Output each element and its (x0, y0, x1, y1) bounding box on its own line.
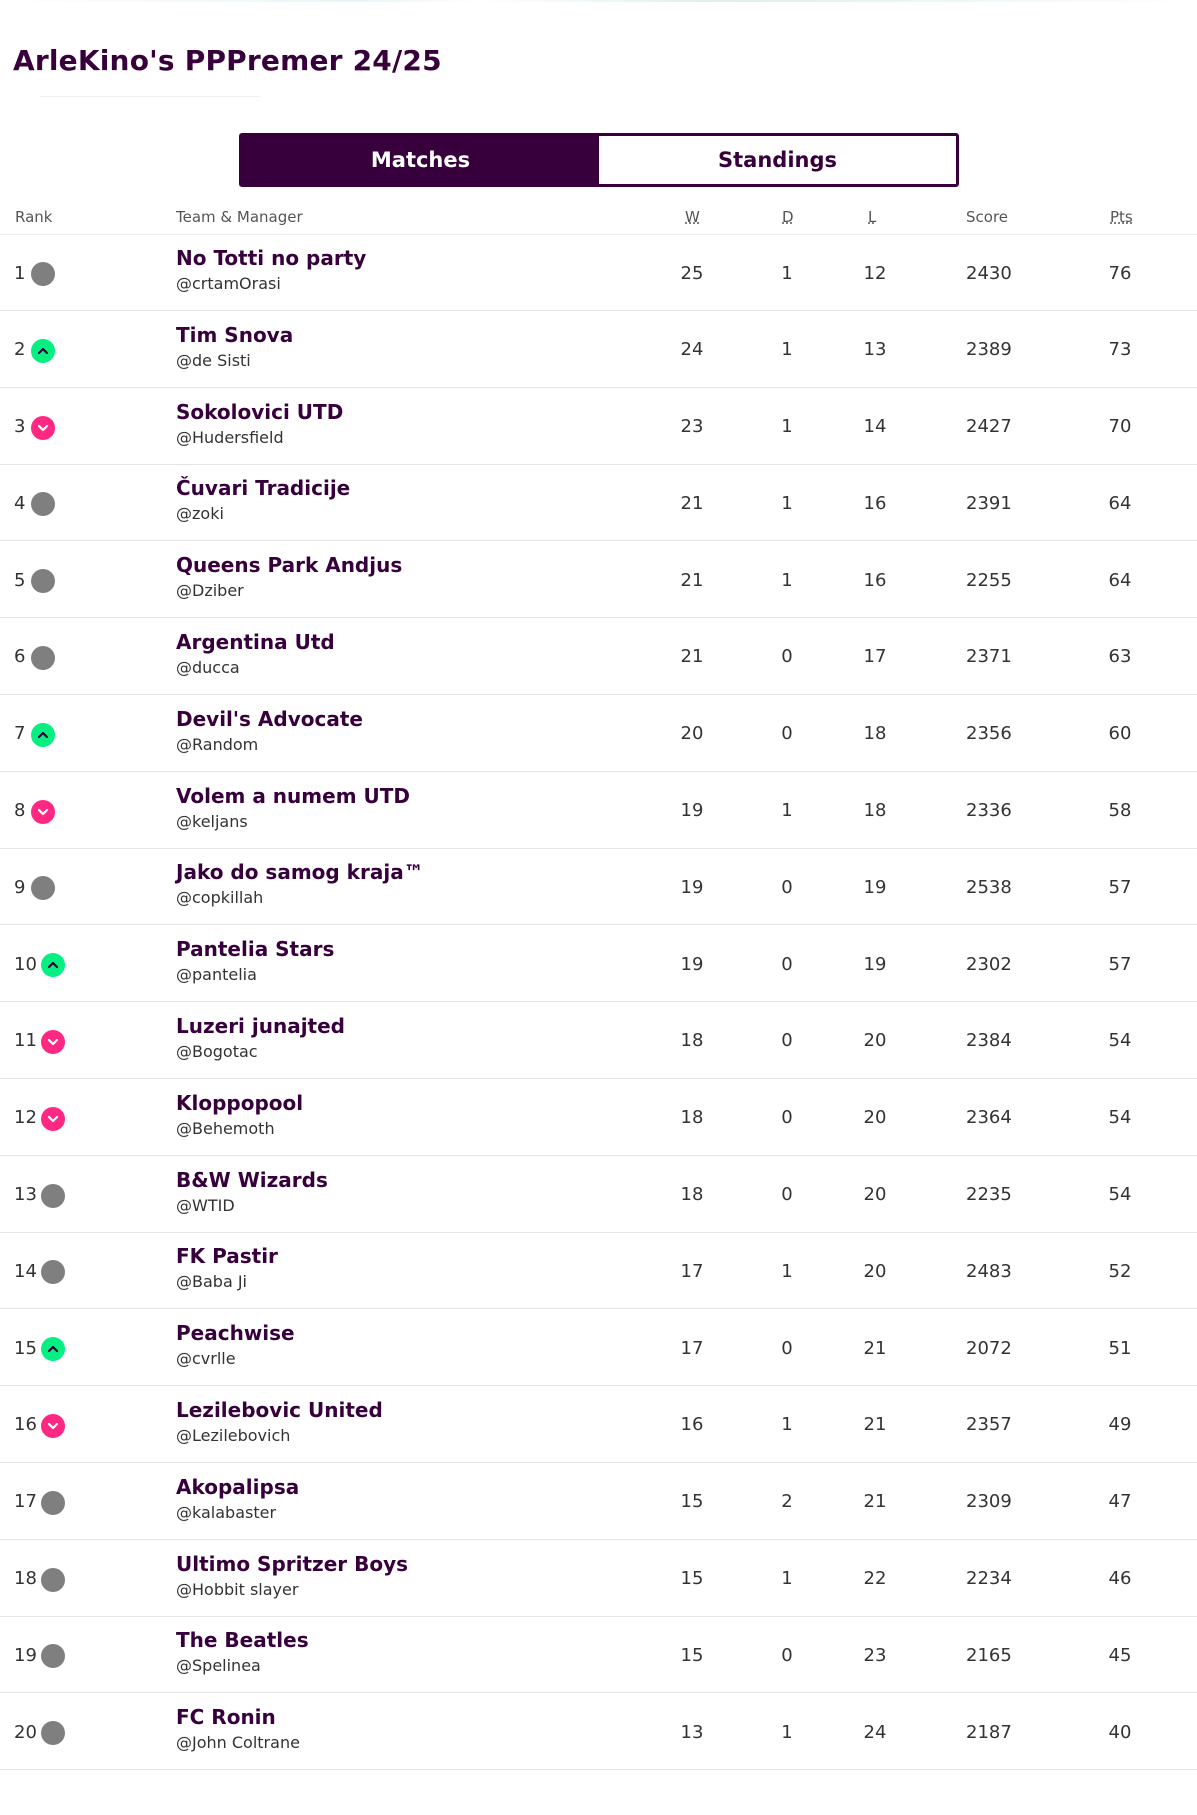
score-value: 2389 (966, 339, 1012, 361)
manager-name: @de Sisti (176, 350, 251, 370)
team-manager-cell (176, 1704, 626, 1753)
draws-value: 0 (781, 953, 793, 975)
table-row[interactable] (0, 1617, 1197, 1693)
score-value: 2234 (966, 1568, 1012, 1590)
chevron-up-icon (31, 339, 55, 363)
points-value: 49 (1108, 1414, 1132, 1436)
draws-value: 1 (781, 492, 793, 514)
manager-name: @John Coltrane (176, 1733, 300, 1753)
losses-value: 18 (863, 800, 887, 822)
wins-value: 15 (680, 1644, 704, 1666)
rank-number: 1 (14, 262, 26, 284)
rank-number: 4 (14, 492, 26, 514)
manager-name: @Baba Ji (176, 1272, 247, 1292)
manager-name: @zoki (176, 504, 224, 524)
no-change-dot-icon (41, 1644, 65, 1668)
team-manager-cell (176, 1090, 626, 1139)
rank-number: 18 (14, 1568, 37, 1590)
table-row[interactable] (0, 619, 1197, 695)
manager-name: @copkillah (176, 888, 264, 908)
points-value: 58 (1108, 800, 1132, 822)
points-value: 54 (1108, 1184, 1132, 1206)
team-manager-cell (176, 552, 626, 601)
team-manager-cell (176, 783, 626, 832)
manager-name: @pantelia (176, 965, 257, 985)
team-manager-cell (176, 706, 626, 755)
draws-value: 0 (781, 1644, 793, 1666)
team-name-link[interactable]: Volem a numem UTD (176, 783, 410, 808)
no-change-dot-icon (41, 1184, 65, 1208)
wins-value: 19 (680, 800, 704, 822)
points-value: 60 (1108, 723, 1132, 745)
score-value: 2371 (966, 646, 1012, 668)
rank-number: 15 (14, 1337, 37, 1359)
manager-name: @Lezilebovich (176, 1425, 291, 1445)
team-name-link[interactable]: Devil's Advocate (176, 706, 363, 731)
rank-number: 6 (14, 646, 26, 668)
wins-value: 18 (680, 1107, 704, 1129)
wins-value: 16 (680, 1414, 704, 1436)
team-name-link[interactable]: FC Ronin (176, 1705, 276, 1730)
header-rank: Rank (15, 208, 53, 226)
table-row[interactable] (0, 1080, 1197, 1156)
title-divider (40, 96, 260, 97)
no-change-dot-icon (41, 1568, 65, 1592)
team-manager-cell (176, 245, 626, 294)
header-draws: D (782, 208, 794, 226)
team-name-link[interactable]: Peachwise (176, 1321, 295, 1346)
rank-number: 7 (14, 723, 26, 745)
draws-value: 0 (781, 723, 793, 745)
draws-value: 1 (781, 1721, 793, 1743)
wins-value: 21 (680, 646, 704, 668)
team-manager-cell (176, 399, 626, 448)
wins-value: 19 (680, 876, 704, 898)
losses-value: 13 (863, 339, 887, 361)
header-losses: L (868, 208, 877, 226)
no-change-dot-icon (31, 646, 55, 670)
team-name-link[interactable]: Jako do samog kraja™ (176, 860, 424, 885)
wins-value: 18 (680, 1184, 704, 1206)
points-value: 54 (1108, 1107, 1132, 1129)
losses-value: 16 (863, 569, 887, 591)
manager-name: @WTID (176, 1195, 235, 1215)
table-row[interactable] (0, 773, 1197, 849)
score-value: 2538 (966, 876, 1012, 898)
score-value: 2427 (966, 416, 1012, 438)
wins-value: 24 (680, 339, 704, 361)
manager-name: @cvrlle (176, 1349, 236, 1369)
rank-number: 10 (14, 953, 37, 975)
team-manager-cell (176, 859, 626, 908)
rank-number: 11 (14, 1030, 37, 1052)
team-manager-cell (176, 629, 626, 678)
header-score: Score (966, 208, 1009, 226)
score-value: 2391 (966, 492, 1012, 514)
wins-value: 21 (680, 492, 704, 514)
points-value: 76 (1108, 262, 1132, 284)
team-name-link[interactable]: Pantelia Stars (176, 937, 335, 962)
team-name-link[interactable]: Čuvari Tradicije (176, 476, 351, 501)
rank-number: 14 (14, 1260, 37, 1282)
score-value: 2302 (966, 953, 1012, 975)
score-value: 2336 (966, 800, 1012, 822)
draws-value: 0 (781, 646, 793, 668)
wins-value: 21 (680, 569, 704, 591)
table-row[interactable] (0, 849, 1197, 925)
team-name-link[interactable]: Sokolovici UTD (176, 399, 344, 424)
team-manager-cell (176, 1551, 626, 1600)
points-value: 47 (1108, 1491, 1132, 1513)
manager-name: @ducca (176, 657, 240, 677)
manager-name: @Spelinea (176, 1656, 261, 1676)
team-name-link[interactable]: B&W Wizards (176, 1167, 328, 1192)
rank-number: 5 (14, 569, 26, 591)
page-title: ArleKino's PPPremer 24/25 (13, 44, 442, 77)
team-name-link[interactable]: No Totti no party (176, 246, 367, 270)
losses-value: 20 (863, 1030, 887, 1052)
losses-value: 20 (863, 1107, 887, 1129)
no-change-dot-icon (31, 492, 55, 516)
manager-name: @Random (176, 734, 259, 754)
chevron-down-icon (41, 1107, 65, 1131)
team-name-link[interactable]: Argentina Utd (176, 629, 335, 654)
manager-name: @Behemoth (176, 1118, 275, 1138)
table-row[interactable] (0, 542, 1197, 618)
table-row[interactable] (0, 235, 1197, 311)
rank-number: 9 (14, 876, 26, 898)
chevron-down-icon (31, 416, 55, 440)
chevron-down-icon (41, 1414, 65, 1438)
standings-table-body (0, 235, 1197, 1771)
wins-value: 19 (680, 953, 704, 975)
wins-value: 25 (680, 262, 704, 284)
table-row[interactable] (0, 1310, 1197, 1386)
chevron-down-icon (31, 800, 55, 824)
points-value: 57 (1108, 876, 1132, 898)
manager-name: @Hudersfield (176, 427, 284, 447)
team-name-link[interactable]: Akopalipsa (176, 1474, 300, 1499)
draws-value: 1 (781, 1260, 793, 1282)
score-value: 2364 (966, 1107, 1012, 1129)
team-manager-cell (176, 1474, 626, 1523)
table-row[interactable] (0, 696, 1197, 772)
losses-value: 21 (863, 1337, 887, 1359)
chevron-up-icon (31, 723, 55, 747)
chevron-down-icon (41, 1030, 65, 1054)
team-name-link[interactable]: Luzeri junajted (176, 1013, 345, 1038)
team-manager-cell (176, 1243, 626, 1292)
wins-value: 15 (680, 1491, 704, 1513)
rank-number: 8 (14, 800, 26, 822)
score-value: 2483 (966, 1260, 1012, 1282)
points-value: 46 (1108, 1568, 1132, 1590)
wins-value: 15 (680, 1568, 704, 1590)
losses-value: 14 (863, 416, 887, 438)
points-value: 45 (1108, 1644, 1132, 1666)
points-value: 70 (1108, 416, 1132, 438)
team-manager-cell (176, 1627, 626, 1676)
score-value: 2165 (966, 1644, 1012, 1666)
wins-value: 17 (680, 1337, 704, 1359)
rank-number: 16 (14, 1414, 37, 1436)
draws-value: 1 (781, 569, 793, 591)
no-change-dot-icon (41, 1721, 65, 1745)
losses-value: 22 (863, 1568, 887, 1590)
table-row[interactable] (0, 1694, 1197, 1770)
points-value: 73 (1108, 339, 1132, 361)
header-team-manager: Team & Manager (176, 208, 303, 226)
standings-table-header (0, 204, 1197, 235)
points-value: 40 (1108, 1721, 1132, 1743)
rank-number: 2 (14, 339, 26, 361)
losses-value: 21 (863, 1491, 887, 1513)
points-value: 54 (1108, 1030, 1132, 1052)
manager-name: @keljans (176, 811, 248, 831)
team-name-link[interactable]: Queens Park Andjus (176, 553, 403, 578)
draws-value: 1 (781, 1568, 793, 1590)
losses-value: 12 (863, 262, 887, 284)
manager-name: @Dziber (176, 581, 244, 601)
team-name-link[interactable]: Lezilebovic United (176, 1397, 383, 1422)
draws-value: 0 (781, 1184, 793, 1206)
losses-value: 19 (863, 953, 887, 975)
rank-number: 3 (14, 416, 26, 438)
no-change-dot-icon (41, 1260, 65, 1284)
score-value: 2309 (966, 1491, 1012, 1513)
score-value: 2235 (966, 1184, 1012, 1206)
chevron-up-icon (41, 953, 65, 977)
rank-number: 19 (14, 1644, 37, 1666)
table-row[interactable] (0, 312, 1197, 388)
team-name-link[interactable]: Kloppopool (176, 1090, 304, 1115)
no-change-dot-icon (31, 262, 55, 286)
manager-name: @Hobbit slayer (176, 1579, 299, 1599)
table-row[interactable] (0, 926, 1197, 1002)
rank-number: 12 (14, 1107, 37, 1129)
score-value: 2072 (966, 1337, 1012, 1359)
points-value: 52 (1108, 1260, 1132, 1282)
team-manager-cell (176, 475, 626, 524)
wins-value: 20 (680, 723, 704, 745)
losses-value: 23 (863, 1644, 887, 1666)
score-value: 2430 (966, 262, 1012, 284)
score-value: 2357 (966, 1414, 1012, 1436)
points-value: 63 (1108, 646, 1132, 668)
header-points: Pts (1110, 208, 1133, 226)
rank-number: 20 (14, 1721, 37, 1743)
table-row[interactable] (0, 1387, 1197, 1463)
header-wins: W (685, 208, 700, 226)
tab-matches[interactable]: Matches (242, 136, 599, 184)
no-change-dot-icon (31, 876, 55, 900)
draws-value: 0 (781, 1337, 793, 1359)
wins-value: 18 (680, 1030, 704, 1052)
tab-standings[interactable]: Standings (599, 136, 956, 184)
table-row[interactable] (0, 465, 1197, 541)
draws-value: 1 (781, 262, 793, 284)
draws-value: 1 (781, 339, 793, 361)
team-manager-cell (176, 322, 626, 371)
losses-value: 20 (863, 1260, 887, 1282)
losses-value: 16 (863, 492, 887, 514)
wins-value: 17 (680, 1260, 704, 1282)
table-row[interactable] (0, 1464, 1197, 1540)
losses-value: 24 (863, 1721, 887, 1743)
table-row[interactable] (0, 389, 1197, 465)
draws-value: 1 (781, 1414, 793, 1436)
draws-value: 0 (781, 876, 793, 898)
no-change-dot-icon (41, 1491, 65, 1515)
wins-value: 23 (680, 416, 704, 438)
score-value: 2255 (966, 569, 1012, 591)
rank-number: 13 (14, 1184, 37, 1206)
table-row[interactable] (0, 1003, 1197, 1079)
score-value: 2356 (966, 723, 1012, 745)
score-value: 2187 (966, 1721, 1012, 1743)
points-value: 64 (1108, 569, 1132, 591)
view-tabs (239, 133, 959, 187)
team-name-link[interactable]: FK Pastir (176, 1244, 278, 1269)
losses-value: 17 (863, 646, 887, 668)
manager-name: @kalabaster (176, 1502, 277, 1522)
chevron-up-icon (41, 1337, 65, 1361)
score-value: 2384 (966, 1030, 1012, 1052)
team-name-link[interactable]: Ultimo Spritzer Boys (176, 1551, 409, 1576)
team-name-link[interactable]: Tim Snova (176, 322, 294, 347)
no-change-dot-icon (31, 569, 55, 593)
points-value: 51 (1108, 1337, 1132, 1359)
team-manager-cell (176, 936, 626, 985)
losses-value: 20 (863, 1184, 887, 1206)
draws-value: 2 (781, 1491, 793, 1513)
top-accent-strip (0, 0, 1197, 2)
team-manager-cell (176, 1013, 626, 1062)
team-manager-cell (176, 1167, 626, 1216)
losses-value: 19 (863, 876, 887, 898)
draws-value: 1 (781, 416, 793, 438)
team-manager-cell (176, 1320, 626, 1369)
draws-value: 1 (781, 800, 793, 822)
losses-value: 21 (863, 1414, 887, 1436)
draws-value: 0 (781, 1107, 793, 1129)
team-manager-cell (176, 1397, 626, 1446)
draws-value: 0 (781, 1030, 793, 1052)
manager-name: @crtamOrasi (176, 274, 281, 293)
rank-number: 17 (14, 1491, 37, 1513)
wins-value: 13 (680, 1721, 704, 1743)
manager-name: @Bogotac (176, 1041, 258, 1061)
losses-value: 18 (863, 723, 887, 745)
table-row[interactable] (0, 1541, 1197, 1617)
team-name-link[interactable]: The Beatles (176, 1628, 309, 1653)
table-row[interactable] (0, 1233, 1197, 1309)
points-value: 64 (1108, 492, 1132, 514)
points-value: 57 (1108, 953, 1132, 975)
table-row[interactable] (0, 1157, 1197, 1233)
